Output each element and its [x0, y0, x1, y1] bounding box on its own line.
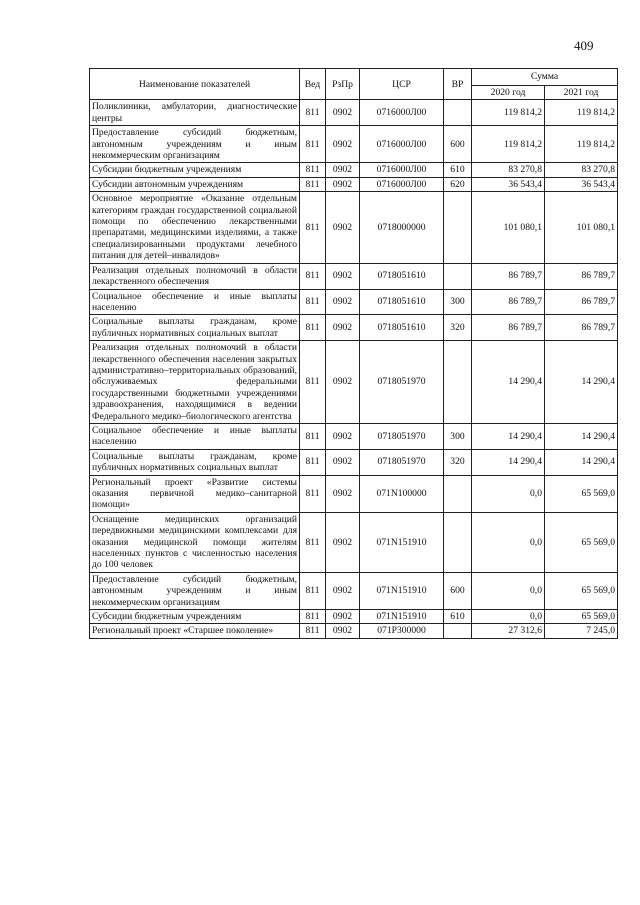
table-row — [90, 126, 618, 163]
header-sum: Сумма — [472, 69, 618, 86]
table-row — [90, 192, 618, 263]
table-row — [90, 263, 618, 289]
cell-ved: 811 — [300, 449, 326, 475]
cell-name: Социальное обеспечение и иные выплаты населению — [90, 289, 300, 315]
cell-rzpr: 0902 — [326, 624, 360, 638]
cell-rzpr: 0902 — [326, 475, 360, 512]
cell-ved: 811 — [300, 315, 326, 341]
cell-ved: 811 — [300, 100, 326, 126]
cell-name: Субсидии бюджетным учреждениям — [90, 610, 300, 624]
cell-rzpr: 0902 — [326, 177, 360, 191]
header-vr: ВР — [444, 69, 472, 100]
cell-y2021: 14 290,4 — [545, 423, 618, 449]
table-row — [90, 341, 618, 424]
cell-y2021: 83 270,8 — [545, 163, 618, 177]
cell-ved: 811 — [300, 163, 326, 177]
cell-ved: 811 — [300, 177, 326, 191]
cell-ved: 811 — [300, 423, 326, 449]
cell-vr — [444, 100, 472, 126]
cell-csr: 071N151910 — [360, 572, 444, 609]
cell-csr: 071N100000 — [360, 475, 444, 512]
cell-y2020: 0,0 — [472, 610, 545, 624]
cell-ved: 811 — [300, 512, 326, 572]
cell-rzpr: 0902 — [326, 423, 360, 449]
cell-rzpr: 0902 — [326, 100, 360, 126]
table-row — [90, 100, 618, 126]
table-row — [90, 572, 618, 609]
table-row — [90, 315, 618, 341]
cell-name: Поликлиники, амбулатории, диагностические центры — [90, 100, 300, 126]
cell-csr: 0716000Л00 — [360, 163, 444, 177]
cell-name: Социальные выплаты гражданам, кроме публичных нормативных социальных выплат — [90, 449, 300, 475]
cell-ved: 811 — [300, 572, 326, 609]
cell-name: Реализация отдельных полномочий в области лекарственного обеспечения — [90, 263, 300, 289]
cell-csr: 0716000Л00 — [360, 126, 444, 163]
cell-rzpr: 0902 — [326, 572, 360, 609]
cell-name: Предоставление субсидий бюджетным, автономным учреждениям и иным некоммерческим организациям — [90, 126, 300, 163]
cell-ved: 811 — [300, 475, 326, 512]
cell-vr: 600 — [444, 126, 472, 163]
cell-y2020: 83 270,8 — [472, 163, 545, 177]
cell-y2021: 65 569,0 — [545, 512, 618, 572]
cell-y2021: 86 789,7 — [545, 263, 618, 289]
cell-csr: 0718051970 — [360, 341, 444, 424]
table-row — [90, 624, 618, 638]
header-year-2021: 2021 год — [545, 86, 618, 100]
table-row — [90, 512, 618, 572]
cell-ved: 811 — [300, 341, 326, 424]
cell-csr: 0718051970 — [360, 449, 444, 475]
header-csr: ЦСР — [360, 69, 444, 100]
header-rzpr: РзПр — [326, 69, 360, 100]
cell-y2020: 86 789,7 — [472, 263, 545, 289]
cell-name: Оснащение медицинских организаций передвижными медицинскими комплексами для оказания медицинской помощи жителям населенных пунктов с численностью населения до 100 человек — [90, 512, 300, 572]
table-row — [90, 449, 618, 475]
cell-vr: 300 — [444, 289, 472, 315]
cell-name: Социальные выплаты гражданам, кроме публичных нормативных социальных выплат — [90, 315, 300, 341]
cell-rzpr: 0902 — [326, 341, 360, 424]
cell-y2020: 86 789,7 — [472, 315, 545, 341]
cell-y2021: 101 080,1 — [545, 192, 618, 263]
table-row — [90, 163, 618, 177]
cell-csr: 0718051610 — [360, 263, 444, 289]
cell-csr: 0716000Л00 — [360, 177, 444, 191]
cell-csr: 0716000Л00 — [360, 100, 444, 126]
header-name: Наименование показателей — [90, 69, 300, 100]
cell-name: Предоставление субсидий бюджетным, автономным учреждениям и иным некоммерческим организациям — [90, 572, 300, 609]
cell-y2021: 86 789,7 — [545, 289, 618, 315]
header-year-2020: 2020 год — [472, 86, 545, 100]
header-ved: Вед — [300, 69, 326, 100]
table-row — [90, 610, 618, 624]
cell-rzpr: 0902 — [326, 315, 360, 341]
page-number: 409 — [574, 38, 594, 53]
cell-vr: 610 — [444, 610, 472, 624]
cell-vr: 320 — [444, 315, 472, 341]
cell-csr: 0718051970 — [360, 423, 444, 449]
cell-y2020: 119 814,2 — [472, 126, 545, 163]
cell-y2020: 0,0 — [472, 572, 545, 609]
cell-ved: 811 — [300, 263, 326, 289]
cell-rzpr: 0902 — [326, 263, 360, 289]
cell-name: Региональный проект «Старшее поколение» — [90, 624, 300, 638]
cell-name: Социальное обеспечение и иные выплаты населению — [90, 423, 300, 449]
cell-csr: 071N151910 — [360, 512, 444, 572]
cell-rzpr: 0902 — [326, 289, 360, 315]
cell-ved: 811 — [300, 610, 326, 624]
cell-y2020: 101 080,1 — [472, 192, 545, 263]
cell-y2020: 0,0 — [472, 475, 545, 512]
cell-rzpr: 0902 — [326, 512, 360, 572]
cell-rzpr: 0902 — [326, 610, 360, 624]
cell-y2021: 119 814,2 — [545, 100, 618, 126]
cell-csr: 071N151910 — [360, 610, 444, 624]
cell-name: Основное мероприятие «Оказание отдельным категориям граждан государственной социальной помощи по обеспечению лекарственными препаратами, медицинскими изделиями, а также специализированными продуктами лечебного питания для детей–инвалидов» — [90, 192, 300, 263]
cell-name: Реализация отдельных полномочий в области лекарственного обеспечения населения закрытых административно–территориальных образований, обслуживаемых федеральными государственными бюджетными учреждениями здравоохранения, находящимися в ведении Федерального медико–биологического агентства — [90, 341, 300, 424]
budget-table — [89, 68, 618, 639]
cell-rzpr: 0902 — [326, 163, 360, 177]
cell-y2020: 27 312,6 — [472, 624, 545, 638]
cell-ved: 811 — [300, 192, 326, 263]
table-row — [90, 423, 618, 449]
cell-ved: 811 — [300, 126, 326, 163]
cell-vr — [444, 192, 472, 263]
cell-y2020: 36 543,4 — [472, 177, 545, 191]
table-row — [90, 475, 618, 512]
cell-y2021: 119 814,2 — [545, 126, 618, 163]
cell-csr: 071P300000 — [360, 624, 444, 638]
table-row — [90, 177, 618, 191]
cell-rzpr: 0902 — [326, 192, 360, 263]
cell-vr — [444, 263, 472, 289]
cell-vr: 320 — [444, 449, 472, 475]
cell-csr: 0718000000 — [360, 192, 444, 263]
cell-y2020: 14 290,4 — [472, 341, 545, 424]
cell-vr — [444, 624, 472, 638]
cell-y2021: 36 543,4 — [545, 177, 618, 191]
cell-rzpr: 0902 — [326, 126, 360, 163]
table-row — [90, 289, 618, 315]
cell-y2020: 14 290,4 — [472, 423, 545, 449]
cell-y2020: 119 814,2 — [472, 100, 545, 126]
cell-vr — [444, 512, 472, 572]
cell-vr — [444, 341, 472, 424]
cell-y2021: 65 569,0 — [545, 572, 618, 609]
cell-ved: 811 — [300, 289, 326, 315]
cell-name: Субсидии автономным учреждениям — [90, 177, 300, 191]
cell-vr: 610 — [444, 163, 472, 177]
cell-y2020: 14 290,4 — [472, 449, 545, 475]
cell-vr: 620 — [444, 177, 472, 191]
cell-y2021: 65 569,0 — [545, 610, 618, 624]
table-body — [90, 100, 618, 638]
cell-name: Региональный проект «Развитие системы оказания первичной медико–санитарной помощи» — [90, 475, 300, 512]
cell-csr: 0718051610 — [360, 289, 444, 315]
cell-rzpr: 0902 — [326, 449, 360, 475]
cell-y2021: 7 245,0 — [545, 624, 618, 638]
cell-y2021: 65 569,0 — [545, 475, 618, 512]
cell-vr — [444, 475, 472, 512]
cell-y2020: 0,0 — [472, 512, 545, 572]
cell-y2021: 14 290,4 — [545, 341, 618, 424]
cell-vr: 600 — [444, 572, 472, 609]
cell-ved: 811 — [300, 624, 326, 638]
cell-csr: 0718051610 — [360, 315, 444, 341]
cell-vr: 300 — [444, 423, 472, 449]
cell-y2021: 14 290,4 — [545, 449, 618, 475]
cell-y2020: 86 789,7 — [472, 289, 545, 315]
cell-y2021: 86 789,7 — [545, 315, 618, 341]
cell-name: Субсидии бюджетным учреждениям — [90, 163, 300, 177]
